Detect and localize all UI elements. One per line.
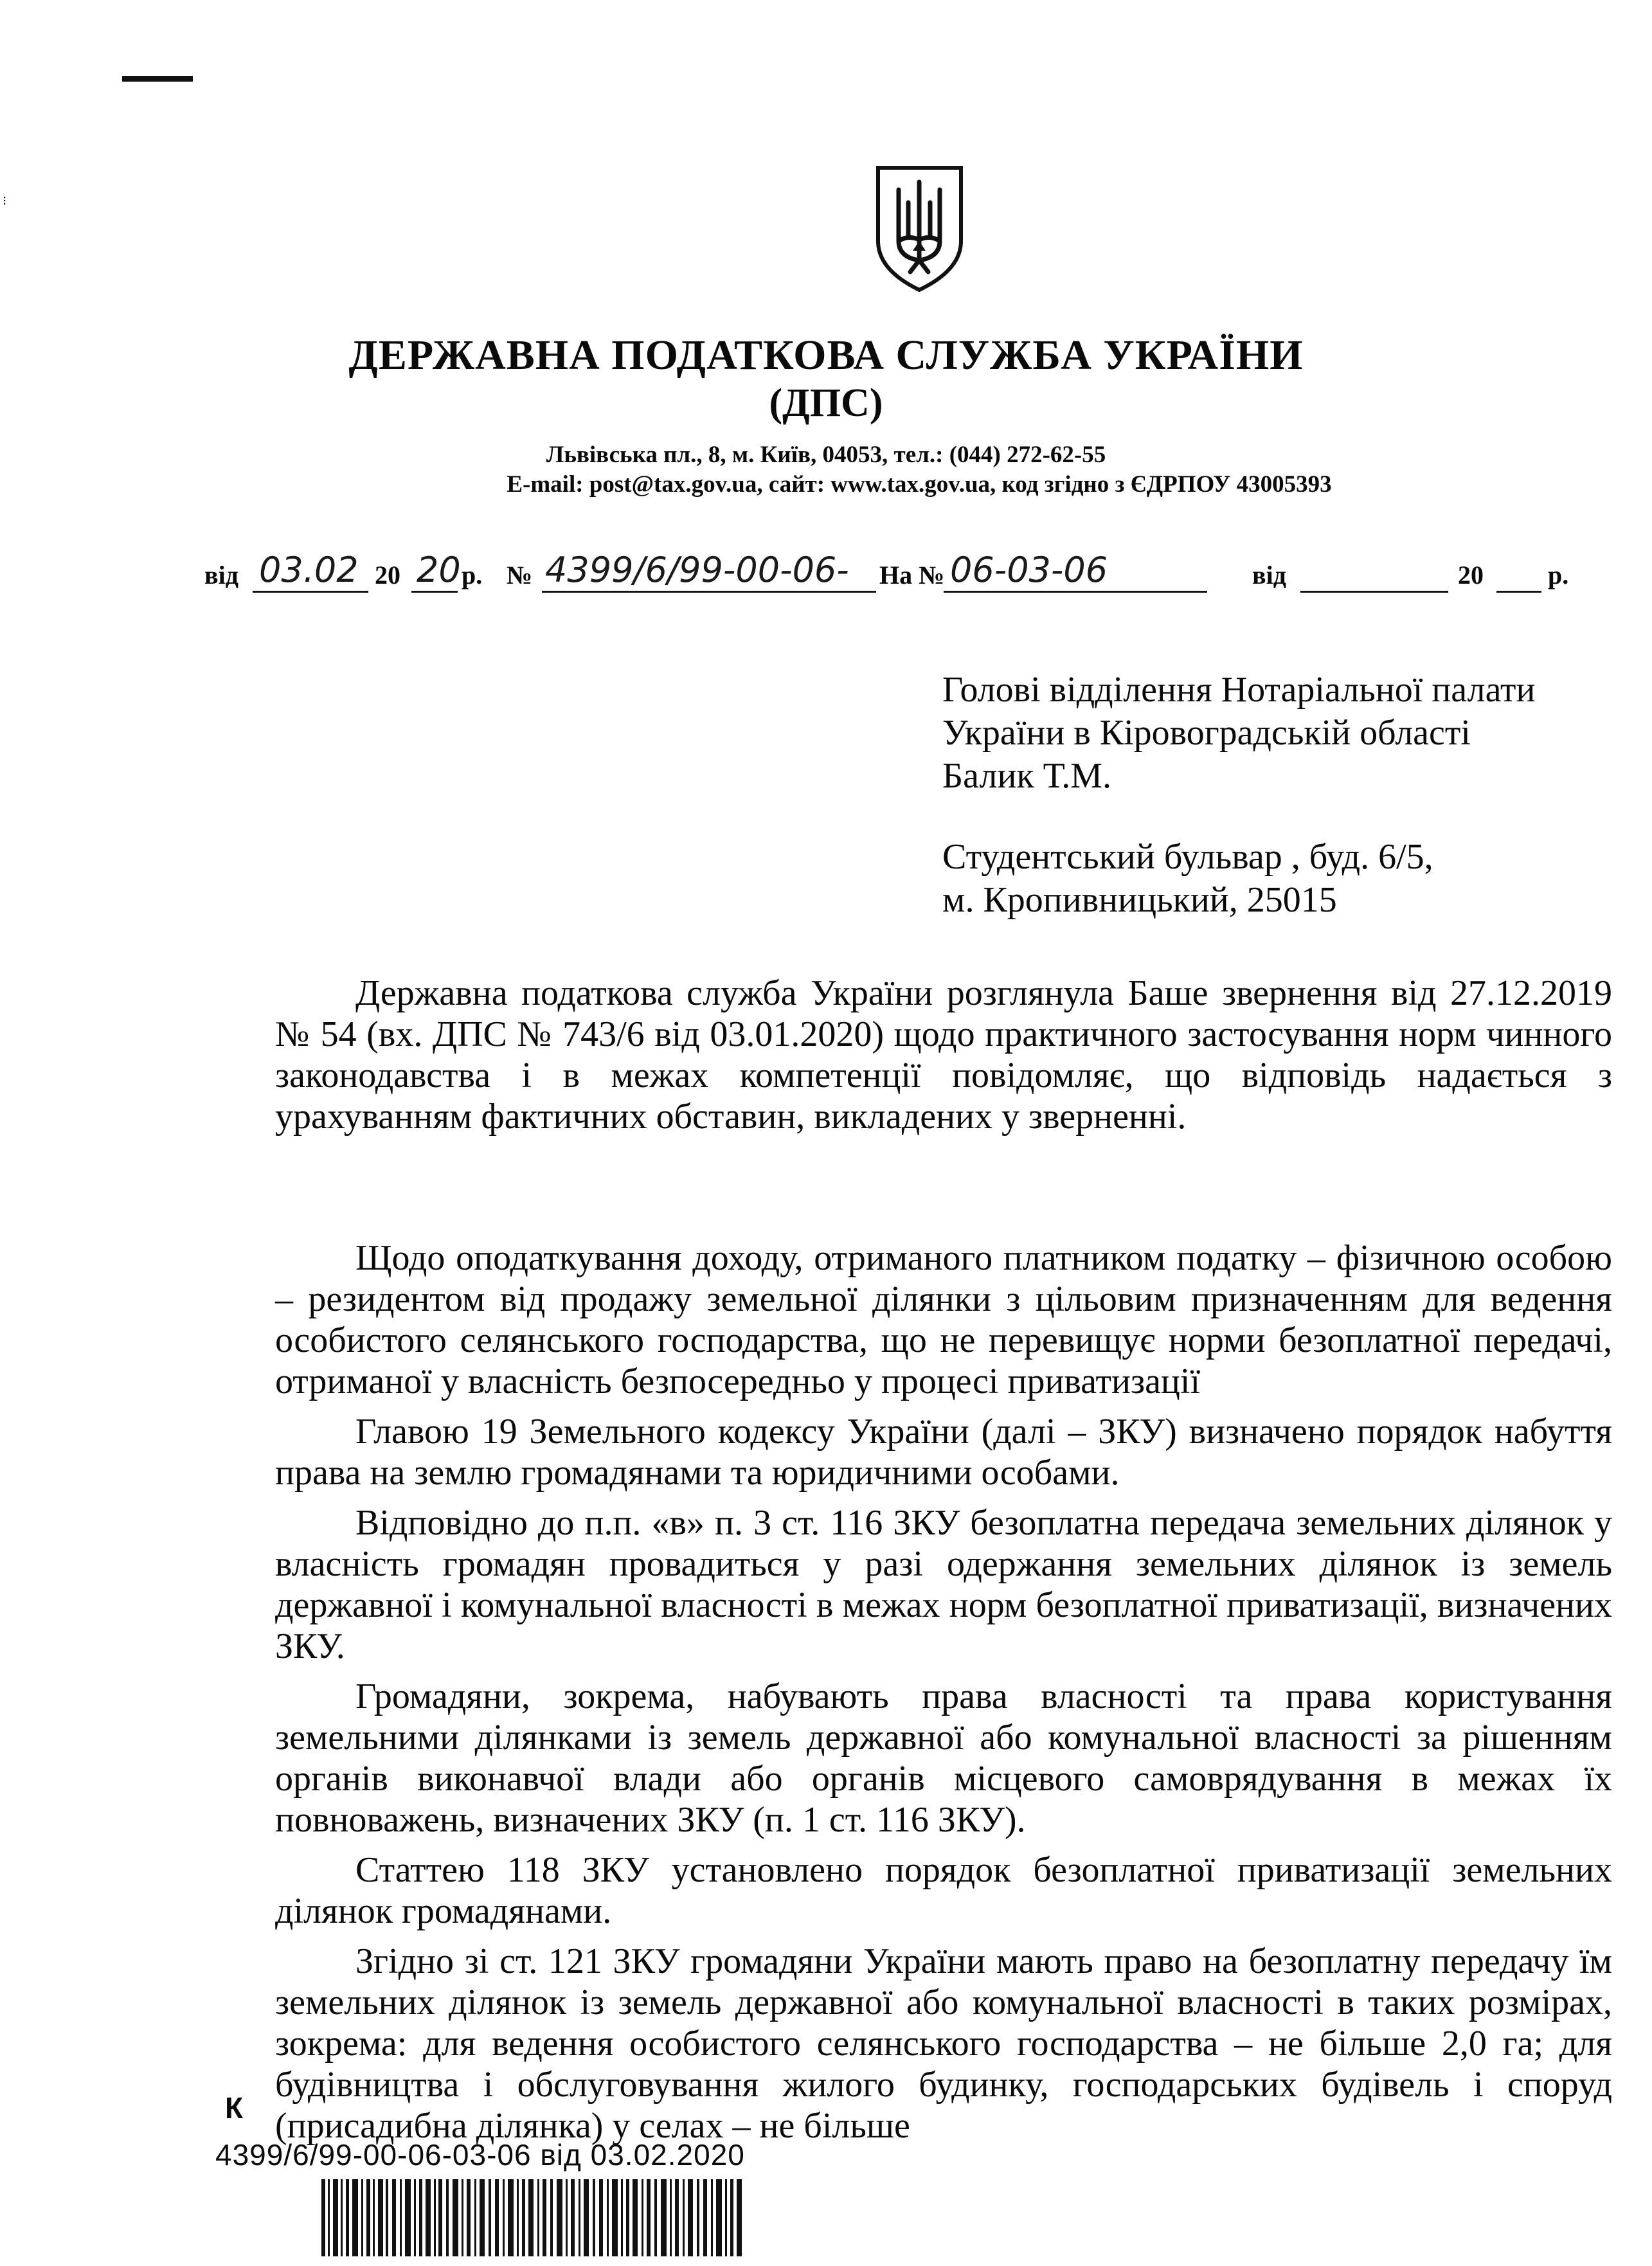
reply-year-prefix: 20 <box>1458 561 1484 589</box>
recipient-address-line: Студентський бульвар , буд. 6/5, <box>942 837 1433 877</box>
paragraph: Щодо оподаткування доходу, отриманого платником податку – фізичною особою – резидентом від продажу земельної ділянки з цільовим призначенням для ведення особистого селянського господарства, що не перевищує норми безоплатної передачі, отриманої у власність безпосередньо у процесі приватизації <box>275 1238 1612 1401</box>
paragraph: Згідно зі ст. 121 ЗКУ громадяни України мають право на безоплатну передачу їм земельних ділянок із земель державної або комунальної власності в таких розмірах, зокрема: для ведення особистого селянського господарства – не більше 2,0 га; для будівництва і обслуговування жилого будинку, господарських будівель і споруд (присадибна ділянка) у селах – не більше <box>275 1941 1612 2146</box>
reply-year-underline <box>1496 591 1541 593</box>
number-label: № <box>507 561 533 589</box>
number-underline <box>542 591 876 593</box>
recipient-line: України в Кіровоградській області <box>942 713 1471 753</box>
scan-top-mark <box>122 76 193 82</box>
recipient-line: Балик Т.М. <box>942 756 1112 796</box>
paragraph: Державна податкова служба України розглянула Баше звернення від 27.12.2019 № 54 (вх. ДПС № 743/6 від 03.01.2020) щодо практичного застосування норм чинного законодавства і в межах компетенції повідомляє, що відповідь надається з урахуванням фактичних обставин, викладених у зверненні. <box>275 973 1612 1137</box>
org-contacts: E-mail: post@tax.gov.ua, сайт: www.tax.gov.ua, код згідно з ЄДРПОУ 43005393 <box>507 471 1332 498</box>
outgoing-year: 20 <box>417 550 461 590</box>
scan-side-mark: ⁝ <box>3 194 7 208</box>
paragraph: Главою 19 Земельного кодексу України (далі – ЗКУ) визначено порядок набуття права на землю громадянами та юридичними особами. <box>275 1412 1612 1493</box>
outgoing-number: 4399/6/99-00-06- <box>545 550 849 590</box>
letter-body <box>275 1237 1612 2155</box>
reply-number: 06-03-06 <box>950 550 1108 590</box>
reply-to-label: На № <box>879 561 945 589</box>
reply-date-underline <box>1300 591 1448 593</box>
barcode-icon <box>321 2179 746 2256</box>
registration-line <box>204 539 1619 590</box>
outgoing-date: 03.02 <box>259 550 359 590</box>
stamp-registration: 4399/6/99-00-06-03-06 від 03.02.2020 <box>215 2138 745 2172</box>
org-abbreviation: (ДПС) <box>769 381 883 425</box>
year-underline <box>411 591 458 593</box>
year-prefix: 20 <box>375 561 400 589</box>
recipient-address-line: м. Кропивницький, 25015 <box>942 880 1337 920</box>
org-address: Львівська пл., 8, м. Київ, 04053, тел.: (044) 272-62-55 <box>546 442 1106 468</box>
paragraph: Відповідно до п.п. «в» п. 3 ст. 116 ЗКУ безоплатна передача земельних ділянок у власність громадян провадиться у разі одержання земельних ділянок із земель державної і комунальної власності в межах норм безоплатної приватизації, визначених ЗКУ. <box>275 1503 1612 1666</box>
letter-intro <box>275 973 1612 1146</box>
paragraph: Статтею 118 ЗКУ установлено порядок безоплатної приватизації земельних ділянок громадянами. <box>275 1850 1612 1931</box>
recipient-block <box>942 669 1535 798</box>
recipient-address <box>942 836 1433 922</box>
reply-year-unit: р. <box>1548 561 1569 589</box>
paragraph: Громадяни, зокрема, набувають права власності та права користування земельними ділянками із земель державної або комунальної власності за рішенням органів виконавчої влади або органів місцевого самоврядування в межах їх повноважень, визначених ЗКУ (п. 1 ст. 116 ЗКУ). <box>275 1677 1612 1840</box>
date-underline <box>253 591 368 593</box>
reply-from-label: від <box>1252 561 1286 589</box>
reply-number-underline <box>944 591 1207 593</box>
from-label: від <box>204 561 238 589</box>
year-unit: р. <box>462 561 483 589</box>
org-name: ДЕРЖАВНА ПОДАТКОВА СЛУЖБА УКРАЇНИ <box>348 332 1304 379</box>
stamp-letter: К <box>225 2091 244 2125</box>
recipient-line: Голові відділення Нотаріальної палати <box>942 670 1536 710</box>
trident-emblem-icon <box>873 164 966 292</box>
